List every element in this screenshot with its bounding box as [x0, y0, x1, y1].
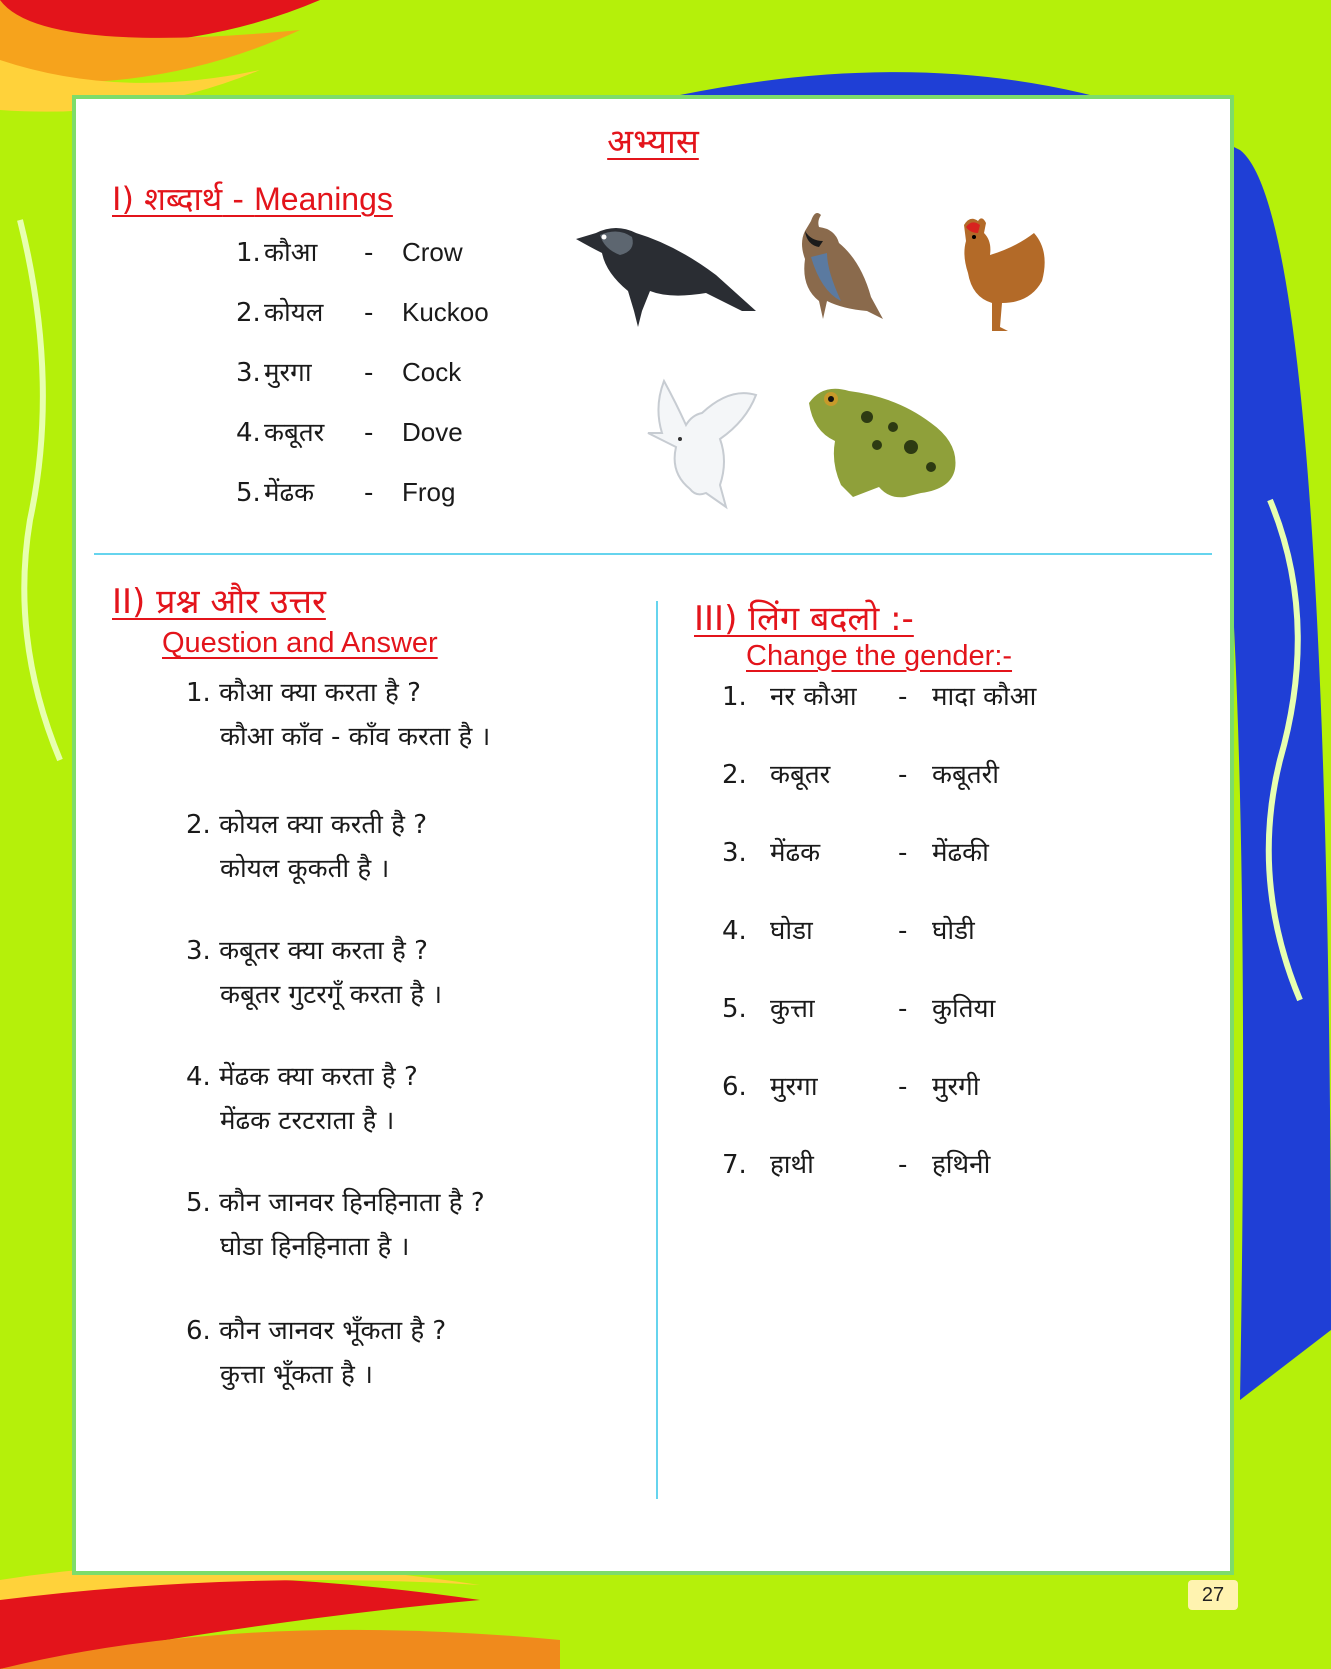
gender-dash: -	[898, 994, 908, 1024]
gender-female: मुरगी	[932, 1072, 980, 1102]
section1-heading-separator: -	[222, 180, 255, 218]
horizontal-divider	[94, 553, 1212, 555]
meaning-number: 2.	[236, 298, 261, 328]
gender-dash: -	[898, 760, 908, 790]
question: 6. कौन जानवर भूँकता है ?	[186, 1316, 447, 1346]
qa-item	[186, 929, 442, 1017]
question: 2. कोयल क्या करती है ?	[186, 810, 428, 840]
qa-item	[186, 671, 490, 759]
gender-female: मेंढकी	[932, 838, 989, 868]
gender-female: हथिनी	[932, 1150, 991, 1180]
meaning-hindi: कबूतर	[264, 418, 325, 448]
answer: मेंढक टरटराता है ।	[220, 1106, 395, 1136]
gender-row	[722, 833, 989, 869]
gender-row	[722, 989, 995, 1025]
answer: घोडा हिनहिनाता है ।	[220, 1232, 410, 1262]
meaning-number: 5.	[236, 478, 261, 508]
meaning-hindi: कौआ	[264, 238, 318, 268]
gender-number: 7.	[722, 1150, 747, 1180]
gender-female: कुतिया	[932, 994, 996, 1024]
answer: कोयल कूकती है ।	[220, 854, 390, 884]
meaning-number: 4.	[236, 418, 261, 448]
gender-male: नर कौआ	[770, 682, 857, 712]
gender-number: 5.	[722, 994, 747, 1024]
qa-item	[186, 1055, 418, 1143]
gender-row	[722, 1067, 980, 1103]
meaning-hindi: मेंढक	[264, 478, 315, 508]
meaning-english: Cock	[402, 357, 462, 387]
gender-row	[722, 677, 1036, 713]
gender-dash: -	[898, 838, 908, 868]
question: 5. कौन जानवर हिनहिनाता है ?	[186, 1188, 485, 1218]
meaning-row	[236, 233, 463, 269]
answer: कुत्ता भूँकता है ।	[220, 1360, 373, 1390]
gender-row	[722, 755, 999, 791]
meaning-english: Kuckoo	[402, 297, 489, 327]
qa-item	[186, 803, 427, 891]
gender-number: 3.	[722, 838, 747, 868]
gender-number: 6.	[722, 1072, 747, 1102]
meaning-row	[236, 353, 461, 389]
meaning-dash: -	[364, 478, 374, 508]
gender-dash: -	[898, 1072, 908, 1102]
gender-male: कुत्ता	[770, 994, 815, 1024]
gender-male: हाथी	[770, 1150, 814, 1180]
frog-image	[801, 381, 971, 506]
question: 4. मेंढक क्या करता है ?	[186, 1062, 418, 1092]
meaning-dash: -	[364, 358, 374, 388]
meaning-english: Frog	[402, 477, 456, 507]
gender-dash: -	[898, 916, 908, 946]
hen-image	[946, 211, 1056, 336]
vertical-divider	[656, 601, 658, 1499]
meaning-number: 1.	[236, 238, 261, 268]
section2-heading: II) प्रश्न और उत्तर	[112, 582, 326, 622]
dove-image	[646, 377, 766, 512]
meaning-english: Crow	[402, 237, 463, 267]
section1-heading-english: Meanings	[254, 181, 393, 217]
qa-item	[186, 1309, 446, 1397]
answer: कबूतर गुटरगूँ करता है ।	[220, 980, 443, 1010]
page-number: 27	[1188, 1580, 1238, 1610]
gender-male: घोडा	[770, 916, 813, 946]
quail-image	[771, 201, 891, 331]
section2-subheading: Question and Answer	[162, 627, 438, 659]
section1-heading-hindi: I) शब्दार्थ	[112, 180, 223, 218]
gender-number: 4.	[722, 916, 747, 946]
gender-female: कबूतरी	[932, 760, 1000, 790]
meaning-row	[236, 293, 489, 329]
gender-female: मादा कौआ	[932, 682, 1037, 712]
gender-number: 2.	[722, 760, 747, 790]
question: 1. कौआ क्या करता है ?	[186, 678, 421, 708]
meaning-dash: -	[364, 298, 374, 328]
section3-subheading: Change the gender:-	[746, 640, 1013, 672]
meaning-dash: -	[364, 238, 374, 268]
section3-heading: III) लिंग बदलो :-	[694, 599, 914, 639]
meaning-english: Dove	[402, 417, 463, 447]
gender-male: कबूतर	[770, 760, 831, 790]
crow-image	[566, 207, 766, 337]
meaning-dash: -	[364, 418, 374, 448]
question: 3. कबूतर क्या करता है ?	[186, 936, 428, 966]
meaning-row	[236, 413, 463, 449]
meaning-row	[236, 473, 455, 509]
gender-female: घोडी	[932, 916, 975, 946]
gender-number: 1.	[722, 682, 747, 712]
gender-dash: -	[898, 682, 908, 712]
gender-male: मेंढक	[770, 838, 821, 868]
gender-row	[722, 911, 975, 947]
section1-heading	[112, 177, 393, 220]
qa-item	[186, 1181, 485, 1269]
gender-dash: -	[898, 1150, 908, 1180]
meaning-hindi: कोयल	[264, 298, 324, 328]
gender-row	[722, 1145, 990, 1181]
answer: कौआ काँव - काँव करता है ।	[220, 722, 491, 752]
page-title: अभ्यास	[607, 122, 699, 162]
meaning-number: 3.	[236, 358, 261, 388]
worksheet-page	[72, 95, 1234, 1575]
meaning-hindi: मुरगा	[264, 358, 312, 388]
gender-male: मुरगा	[770, 1072, 818, 1102]
